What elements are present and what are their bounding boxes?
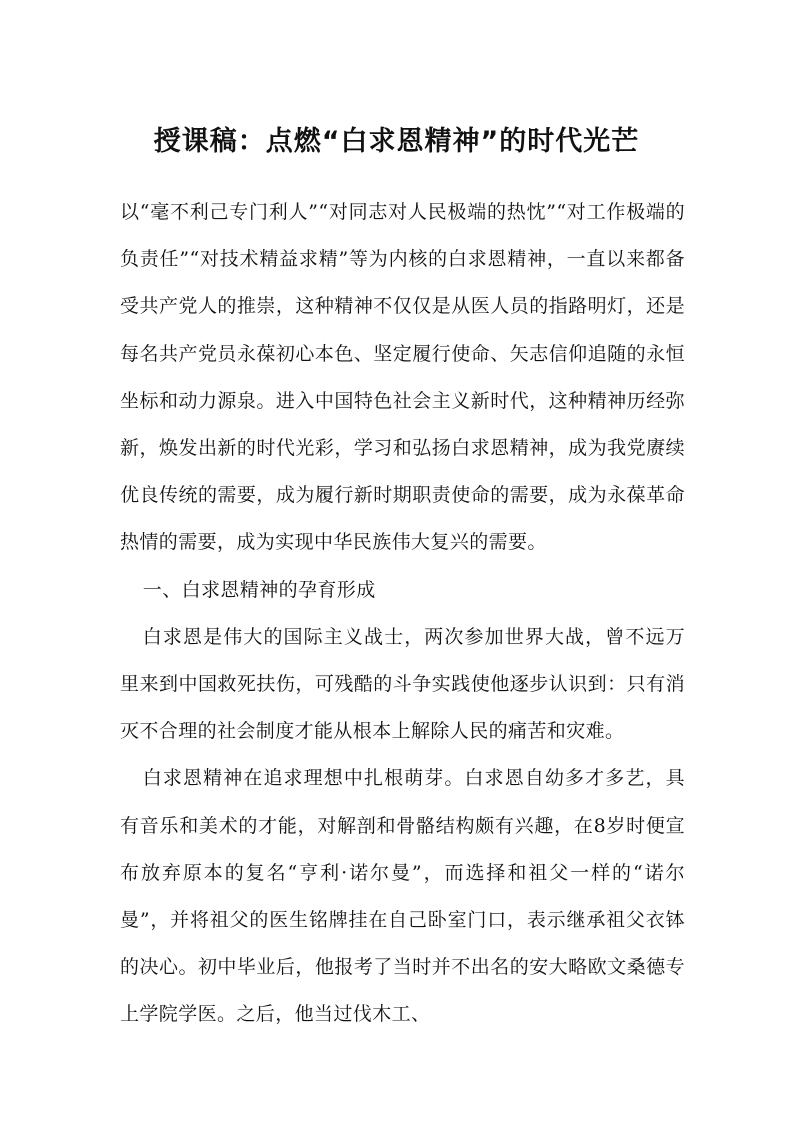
body-paragraph: 白求恩精神在追求理想中扎根萌芽。白求恩自幼多才多艺，具有音乐和美术的才能，对解剖和骨骼结构颇有兴趣，在8岁时便宣布放弃原本的复名“亨利·诺尔曼”，而选择和祖父一样的“诺尔曼”，并将祖父的医生铭牌挂在自己卧室门口，表示继承祖父衣钵的决心。初中毕业后，他报考了当时并不出名的安大略欧文桑德专上学院学医。之后，他当过伐木工、 bbox=[120, 767, 685, 1026]
document-body bbox=[120, 189, 685, 1039]
intro-paragraph: 以“毫不利己专门利人”“对同志对人民极端的热忱”“对工作极端的负责任”“对技术精益求精”等为内核的白求恩精神，一直以来都备受共产党人的推崇，这种精神不仅仅是从医人员的指路明灯，还是每名共产党员永葆初心本色、坚定履行使命、矢志信仰追随的永恒坐标和动力源泉。进入中国特色社会主义新时代，这种精神历经弥新，焕发出新的时代光彩，学习和弘扬白求恩精神，成为我党赓续优良传统的需要，成为履行新时期职责使命的需要，成为永葆革命热情的需要，成为实现中华民族伟大复兴的需要。 bbox=[120, 201, 685, 554]
section-heading: 一、白求恩精神的孕育形成 bbox=[142, 578, 376, 601]
document-title: 授课稿：点燃“白求恩精神”的时代光芒 bbox=[153, 126, 640, 157]
body-paragraph: 白求恩是伟大的国际主义战士，两次参加世界大战，曾不远万里来到中国救死扶伤，可残酷的斗争实践使他逐步认识到：只有消灭不合理的社会制度才能从根本上解除人民的痛苦和灾难。 bbox=[120, 625, 685, 743]
